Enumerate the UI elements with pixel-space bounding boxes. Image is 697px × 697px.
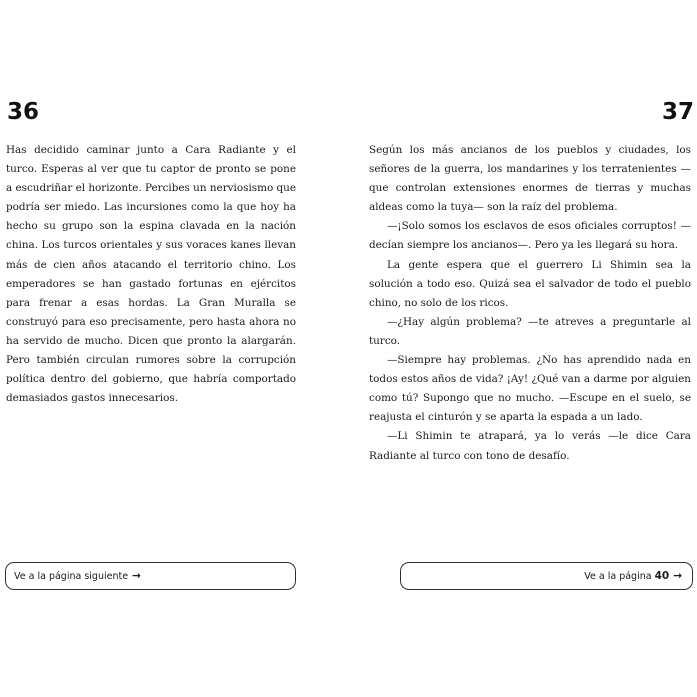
go-to-page-button[interactable] xyxy=(400,562,693,590)
next-page-button-label: Ve a la página siguiente xyxy=(14,570,129,582)
paragraph: —Siempre hay problemas. ¿No has aprendido nada en todos estos años de vida? ¡Ay! ¿Qué van a darme por alguien como tú? Supongo que no mucho. —Escupe en el suelo, se reajusta el cinturón y se aparta la espada a un lado. xyxy=(369,354,691,424)
paragraph: —¡Solo somos los esclavos de esos oficiales corruptos! —decían siempre los ancianos—. Pero ya les llegará su hora. xyxy=(369,220,691,252)
right-page xyxy=(349,0,697,697)
page-body xyxy=(369,141,691,466)
arrow-right-icon: → xyxy=(673,570,682,582)
page-number: 37 xyxy=(661,99,694,125)
paragraph: —Li Shimin te atrapará, ya lo verás —le dice Cara Radiante al turco con tono de desafío. xyxy=(369,430,691,462)
arrow-right-icon: → xyxy=(132,570,141,582)
paragraph: —¿Hay algún problema? —te atreves a preguntarle al turco. xyxy=(369,315,691,347)
go-to-page-button-label: Ve a la página xyxy=(584,570,652,582)
left-page xyxy=(0,0,348,697)
next-page-button[interactable] xyxy=(5,562,296,590)
page-number: 36 xyxy=(7,99,40,125)
page-body xyxy=(6,141,296,408)
paragraph: La gente espera que el guerrero Li Shimin sea la solución a todo eso. Quizá sea el salvador de todo el pueblo chino, no solo de los ricos. xyxy=(369,258,691,309)
paragraph: Has decidido caminar junto a Cara Radiante y el turco. Esperas al ver que tu captor de pronto se pone a escudriñar el horizonte. Percibes un nerviosismo que podría ser miedo. Las incursiones como la que hoy ha hecho su grupo son la espina clavada en la nación china. Los turcos orientales y sus voraces kanes llevan más de cien años atacando el territorio chino. Los emperadores se han gastado fortunas en ejércitos para frenar a esas hordas. La Gran Muralla se construyó para eso precisamente, pero hasta ahora no ha servido de mucho. Dicen que pronto la alargarán. Pero también circulan rumores sobre la corrupción política dentro del gobierno, que habría comportado demasiados gastos innecesarios. xyxy=(6,144,297,405)
paragraph: Según los más ancianos de los pueblos y ciudades, los señores de la guerra, los mandarines y los terratenientes —que controlan extensiones enormes de tierras y muchas aldeas como la tuya— son la raíz del problema. xyxy=(369,144,691,214)
target-page-number: 40 xyxy=(654,570,670,582)
